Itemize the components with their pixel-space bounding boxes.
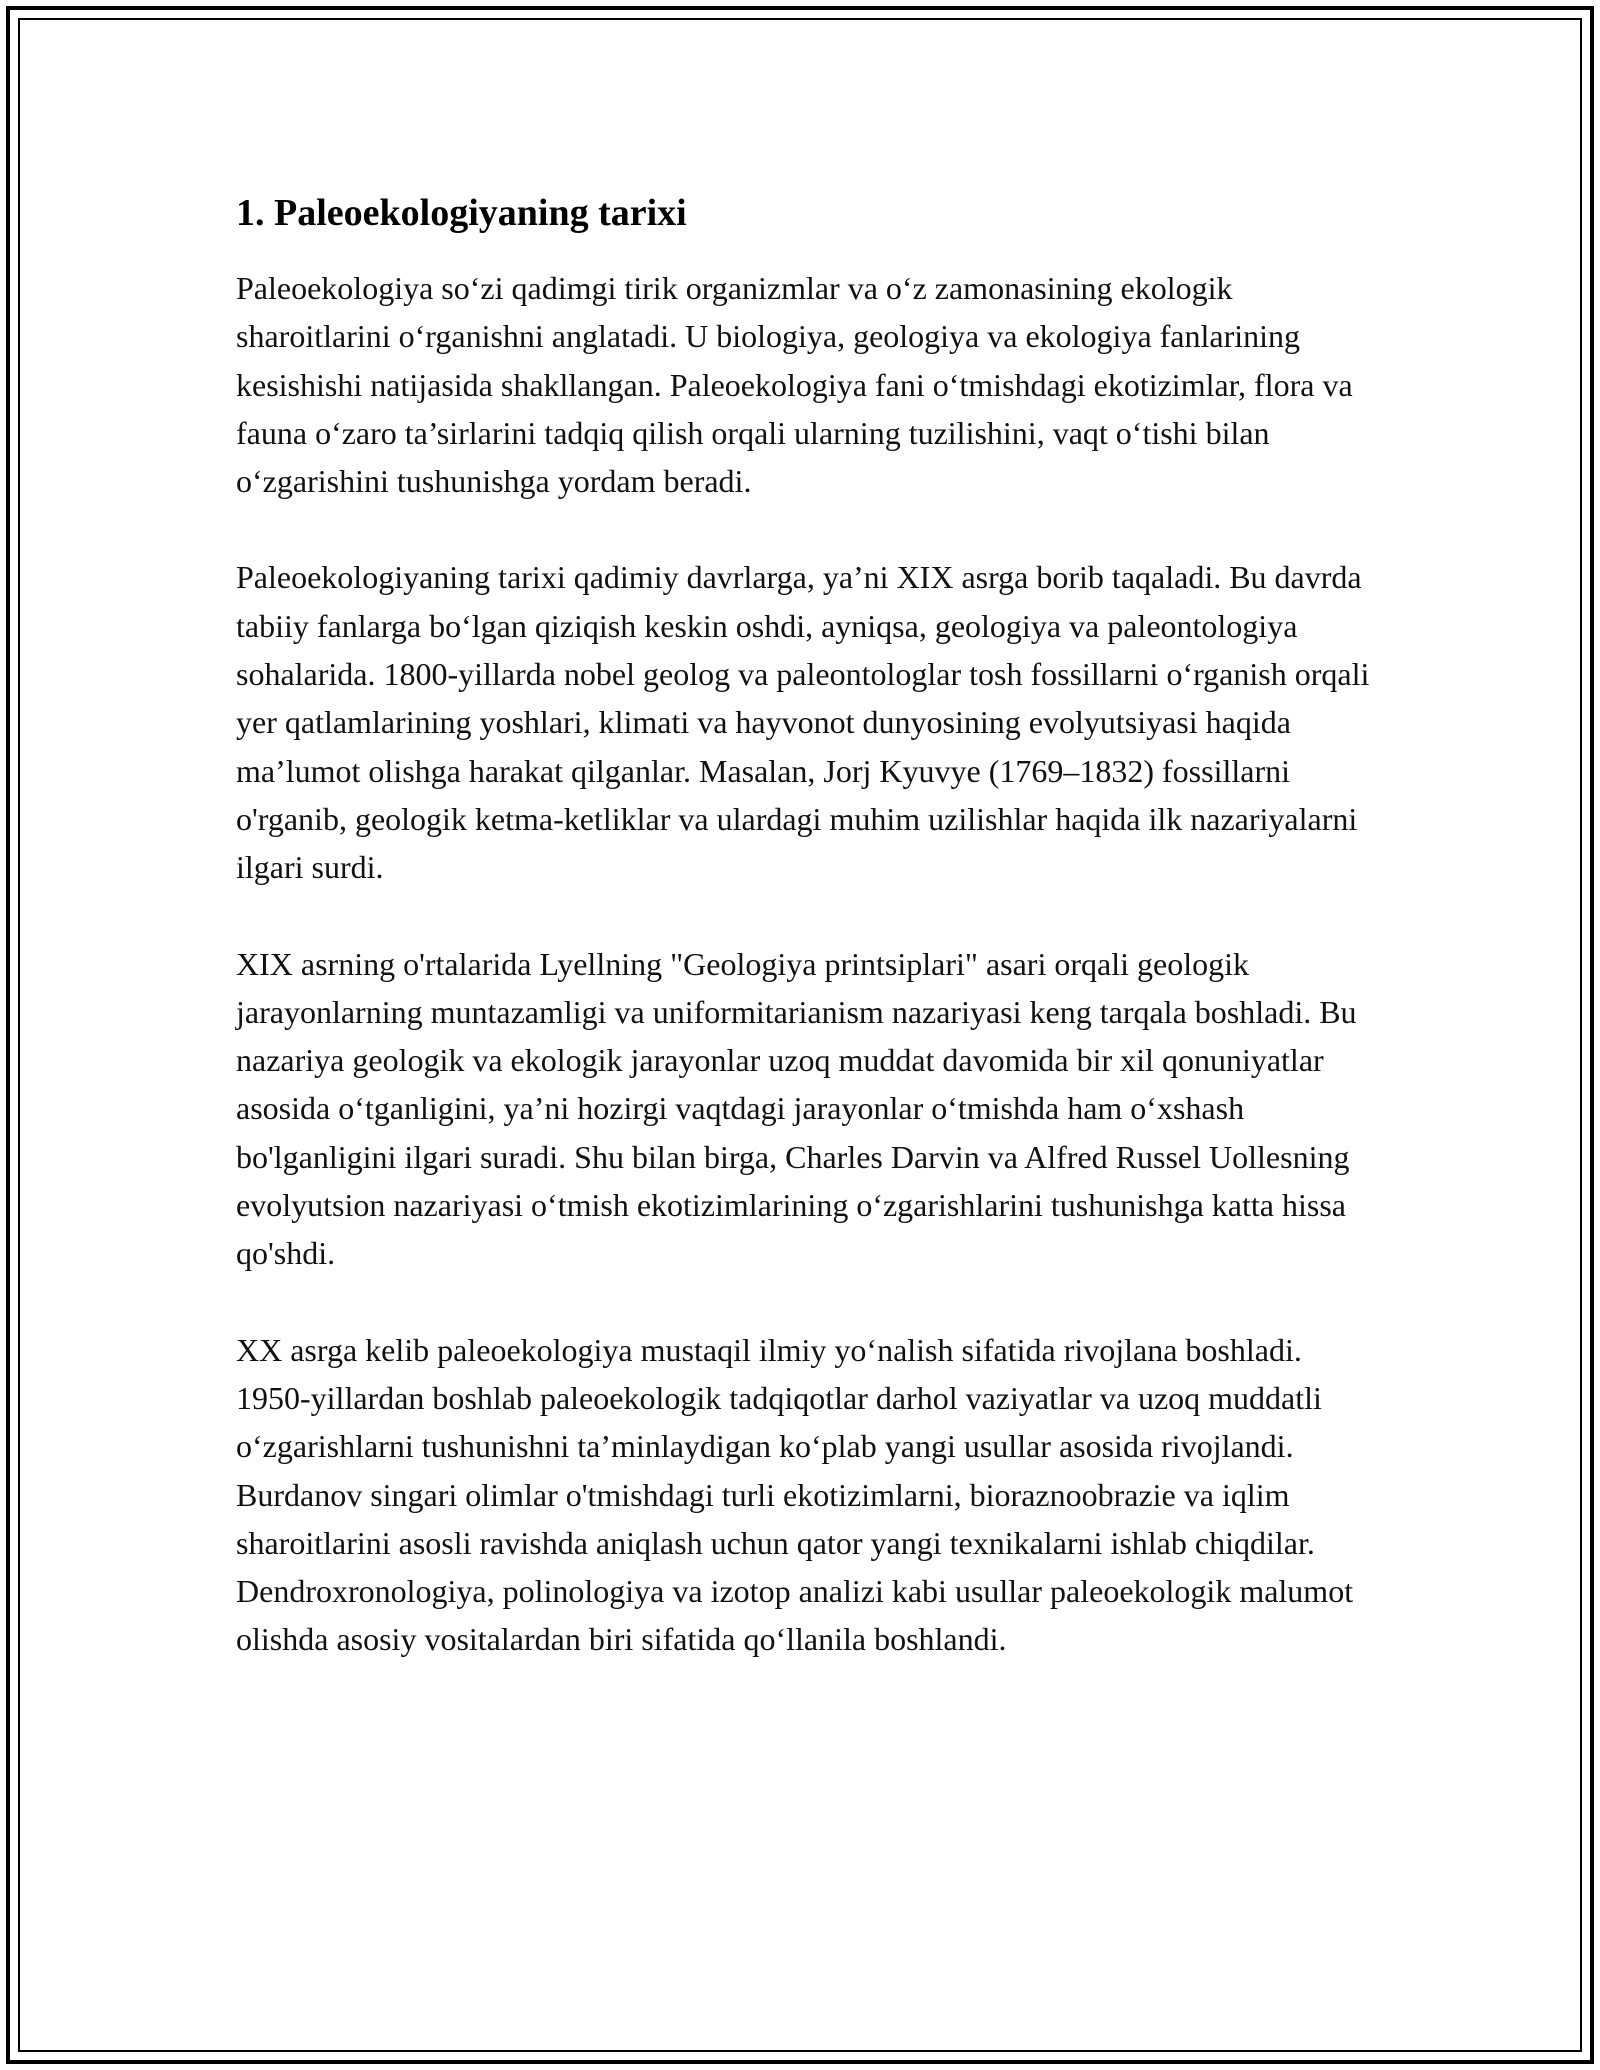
document-body [236, 188, 1376, 1712]
section-heading: 1. Paleoekologiyaning tarixi [236, 192, 687, 234]
paragraph-4: XX asrga kelib paleoekologiya mustaqil ilmiy yo‘nalish sifatida rivojlana boshladi. 1950-yillardan boshlab paleoekologik tadqiqotlar darhol vaziyatlar va uzoq muddatli o‘zgarishlarni tushunishni ta’minlaydigan ko‘plab yangi usullar asosida rivojlandi. Burdanov singari olimlar o'tmishdagi turli ekotizimlarni, bioraznoobrazie va iqlim sharoitlarini asosli ravishda aniqlash uchun qator yangi texnikalarni ishlab chiqdilar. Dendroxronologiya, polinologiya va izotop analizi kabi usullar paleoekologik malumot olishda asosiy vositalardan biri sifatida qo‘llanila boshlandi. [236, 1331, 1354, 1658]
paragraph-2: Paleoekologiyaning tarixi qadimiy davrlarga, ya’ni XIX asrga borib taqaladi. Bu davrda tabiiy fanlarga bo‘lgan qiziqish keskin oshdi, ayniqsa, geologiya va paleontologiya sohalarida. 1800-yillarda nobel geolog va paleontologlar tosh fossillarni o‘rganish orqali yer qatlamlarining yoshlari, klimati va hayvonot dunyosining evolyutsiyasi haqida ma’lumot olishga harakat qilganlar. Masalan, Jorj Kyuvye (1769–1832) fossillarni o'rganib, geologik ketma-ketliklar va ulardagi muhim uzilishlar haqida ilk nazariyalarni ilgari surdi. [236, 559, 1370, 886]
paragraph-1: Paleoekologiya so‘zi qadimgi tirik organizmlar va o‘z zamonasining ekologik sharoitlarini o‘rganishni anglatadi. U biologiya, geologiya va ekologiya fanlarining kesishishi natijasida shakllangan. Paleoekologiya fani o‘tmishdagi ekotizimlar, flora va fauna o‘zaro ta’sirlarini tadqiq qilish orqali ularning tuzilishini, vaqt o‘tishi bilan o‘zgarishini tushunishga yordam beradi. [236, 270, 1353, 500]
paragraph-3: XIX asrning o'rtalarida Lyellning "Geologiya printsiplari" asari orqali geologik jarayonlarning muntazamligi va uniformitarianism nazariyasi keng tarqala boshladi. Bu nazariya geologik va ekologik jarayonlar uzoq muddat davomida bir xil qonuniyatlar asosida o‘tganligini, ya’ni hozirgi vaqtdagi jarayonlar o‘tmishda ham o‘xshash bo'lganligini ilgari suradi. Shu bilan birga, Charles Darvin va Alfred Russel Uollesning evolyutsion nazariyasi o‘tmish ekotizimlarining o‘zgarishlarini tushunishga katta hissa qo'shdi. [236, 945, 1357, 1272]
